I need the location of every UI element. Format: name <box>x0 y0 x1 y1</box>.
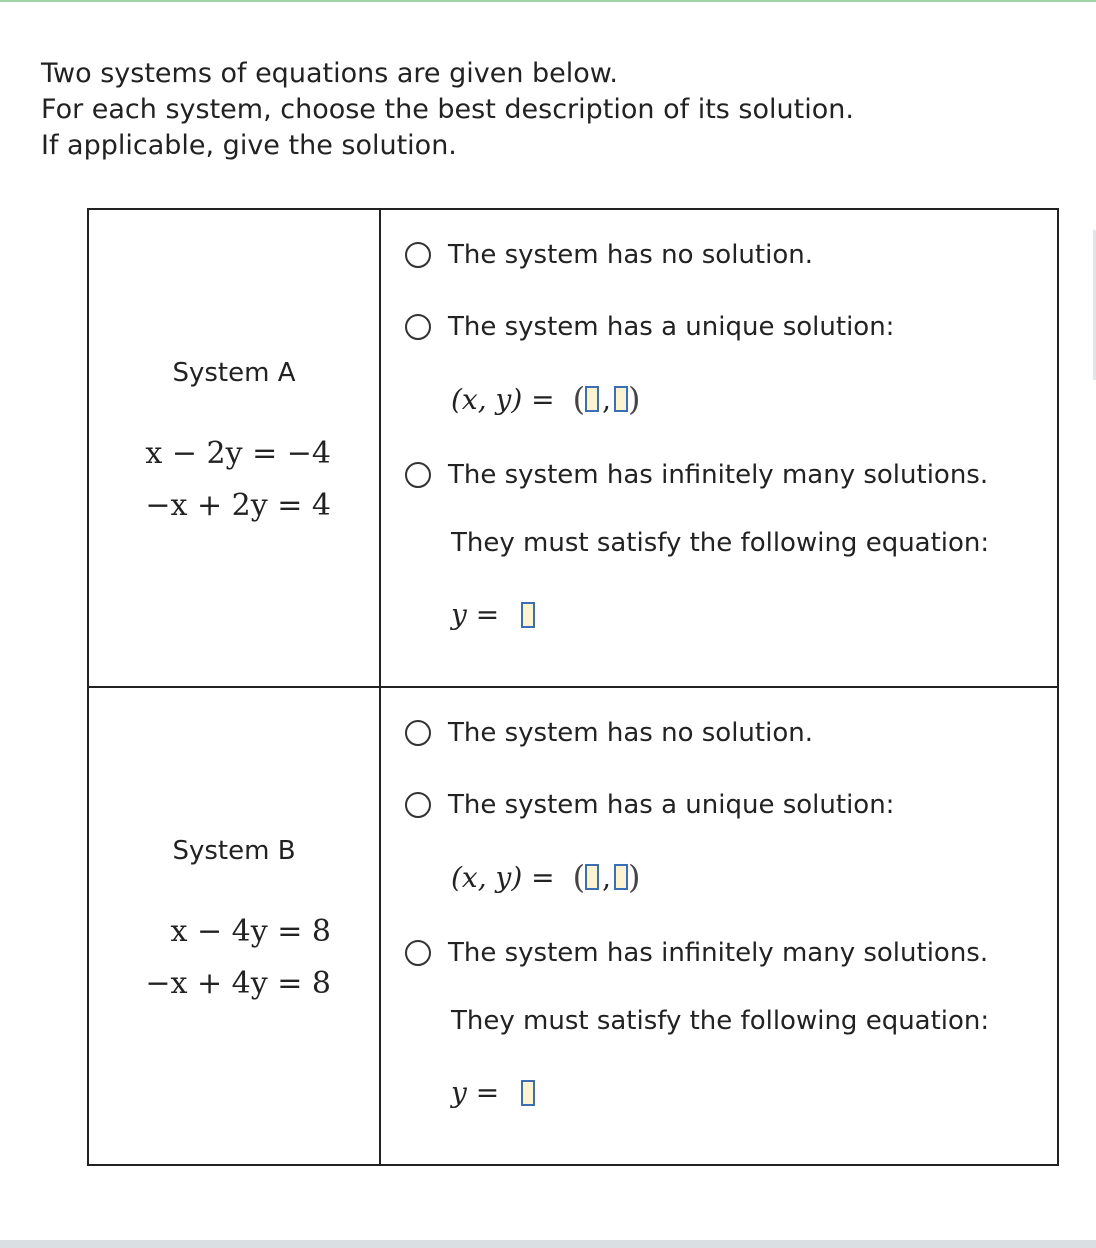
pair-label: (x, y) = <box>451 860 555 894</box>
system-a-cell <box>88 209 380 687</box>
y-answer-box[interactable] <box>614 864 628 890</box>
x-answer-box[interactable] <box>585 864 599 890</box>
radio-button[interactable] <box>405 940 431 966</box>
comma: , <box>602 382 612 416</box>
radio-button[interactable] <box>405 462 431 488</box>
system-a-option-no-solution[interactable] <box>405 240 813 270</box>
comma: , <box>602 860 612 894</box>
system-a-options <box>380 209 1058 687</box>
system-b-equation-2: −x + 4y = 8 <box>145 966 331 1001</box>
open-paren: ( <box>572 380 586 418</box>
system-b-title: System B <box>172 836 296 866</box>
system-b-cell <box>88 687 380 1165</box>
system-a-option-infinite[interactable] <box>405 460 988 490</box>
radio-button[interactable] <box>405 242 431 268</box>
instruction-line: If applicable, give the solution. <box>41 130 457 161</box>
instruction-line: For each system, choose the best description of its solution. <box>41 94 854 125</box>
system-a-title: System A <box>172 358 296 388</box>
option-label: The system has infinitely many solutions. <box>448 938 989 968</box>
bottom-bar <box>0 1240 1096 1248</box>
system-b-equations <box>145 906 331 1010</box>
equation-answer-box[interactable] <box>521 602 535 628</box>
systems-table <box>87 208 1059 1166</box>
option-label: The system has no solution. <box>448 240 813 270</box>
instructions <box>41 56 854 164</box>
system-a-must-satisfy: They must satisfy the following equation: <box>451 528 990 558</box>
system-a-equation-input <box>451 598 535 631</box>
close-paren: ) <box>628 858 641 896</box>
system-b-pair-input <box>451 858 641 896</box>
system-b-equation-1: x − 4y = 8 <box>170 914 331 949</box>
system-b-equation-input <box>451 1076 535 1109</box>
option-label: The system has infinitely many solutions. <box>448 460 989 490</box>
system-a-pair-input <box>451 380 641 418</box>
y-equals-label: y = <box>451 598 500 631</box>
option-label: The system has no solution. <box>448 718 813 748</box>
system-a-equation-2: −x + 2y = 4 <box>145 488 331 523</box>
system-a-row <box>88 209 1058 687</box>
system-b-option-no-solution[interactable] <box>405 718 813 748</box>
system-b-option-infinite[interactable] <box>405 938 988 968</box>
system-a-option-unique[interactable] <box>405 312 894 342</box>
radio-button[interactable] <box>405 314 431 340</box>
equation-answer-box[interactable] <box>521 1080 535 1106</box>
open-paren: ( <box>572 858 586 896</box>
option-label: The system has a unique solution: <box>448 790 895 820</box>
pair-label: (x, y) = <box>451 382 555 416</box>
close-paren: ) <box>628 380 641 418</box>
system-b-must-satisfy: They must satisfy the following equation: <box>451 1006 990 1036</box>
x-answer-box[interactable] <box>585 386 599 412</box>
system-a-equation-1: x − 2y = −4 <box>145 436 331 471</box>
option-label: The system has a unique solution: <box>448 312 895 342</box>
system-b-option-unique[interactable] <box>405 790 894 820</box>
system-b-row <box>88 687 1058 1165</box>
y-equals-label: y = <box>451 1076 500 1109</box>
y-answer-box[interactable] <box>614 386 628 412</box>
system-a-equations <box>145 428 331 532</box>
top-divider <box>0 0 1096 2</box>
instruction-line: Two systems of equations are given below. <box>41 58 618 89</box>
radio-button[interactable] <box>405 792 431 818</box>
radio-button[interactable] <box>405 720 431 746</box>
system-b-options <box>380 687 1058 1165</box>
